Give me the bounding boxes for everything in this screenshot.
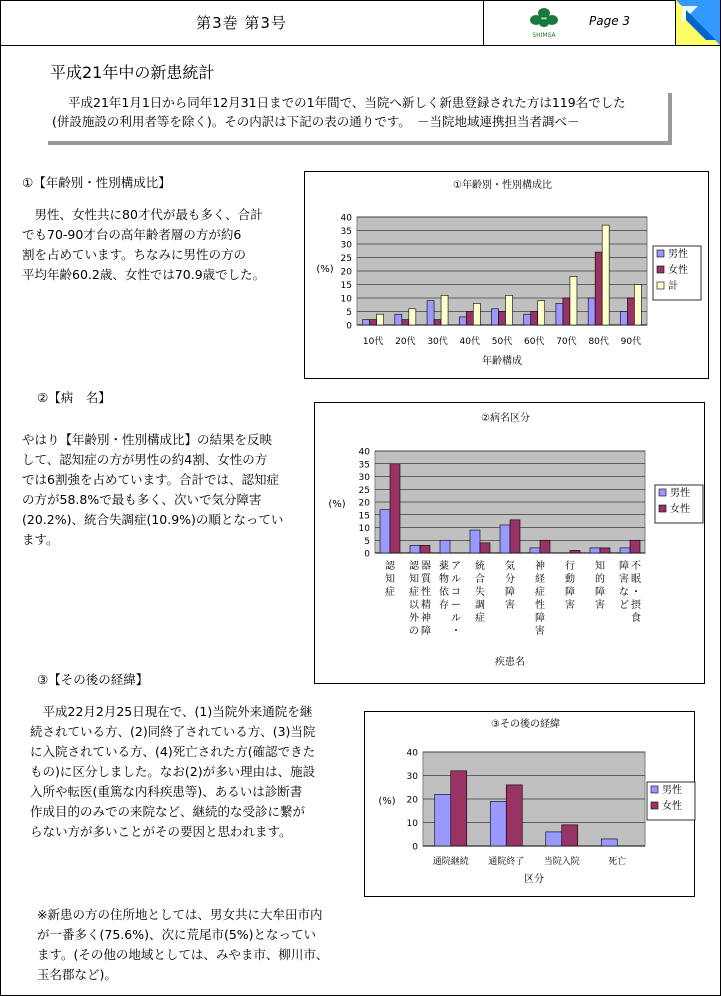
x-tick-label: 依: [439, 587, 449, 598]
bar: [590, 548, 600, 553]
y-tick-label: 40: [406, 748, 418, 759]
legend-label: 女性: [668, 265, 688, 276]
x-tick-label: 物: [439, 574, 449, 585]
legend-swatch: [657, 250, 664, 257]
bar: [570, 550, 580, 553]
section3-line: 続されている方、(2)同終了されている方、(3)当院: [30, 724, 316, 739]
x-tick-label: 失: [475, 587, 485, 598]
bar: [434, 320, 441, 325]
section3-line: に入院されている方、(4)死亡された方(確認できた: [30, 744, 316, 759]
bar: [441, 295, 448, 325]
y-tick-label: 0: [364, 549, 370, 560]
y-tick-label: 0: [346, 321, 352, 332]
bar: [540, 540, 550, 553]
x-tick-label: 動: [565, 574, 575, 585]
bar: [459, 317, 466, 325]
chart-title: ①年齢別・性別構成比: [453, 180, 552, 191]
y-axis-label: (%): [378, 796, 396, 807]
bar: [601, 839, 617, 846]
bar: [531, 312, 538, 326]
y-tick-label: 30: [358, 473, 370, 483]
y-tick-label: 35: [358, 460, 370, 471]
chart-title: ②病名区分: [481, 413, 530, 424]
x-tick-label: 症: [535, 587, 545, 598]
bar: [570, 276, 577, 325]
x-tick-label: 30代: [427, 337, 448, 347]
shimsa-logo-icon: [524, 6, 564, 40]
bar: [492, 309, 499, 325]
legend-label: 計: [668, 281, 678, 292]
section2-line: やはり【年齢別・性別構成比】の結果を反映: [22, 432, 273, 447]
page-header: [0, 0, 721, 46]
bar: [370, 320, 377, 325]
section1-line: でも70-90才台の高年齢者層の方が約6: [22, 227, 242, 242]
bar: [524, 314, 531, 325]
x-tick-label: 障: [535, 613, 545, 624]
x-tick-label: 40代: [459, 337, 481, 347]
bar: [499, 312, 506, 326]
bar: [440, 540, 450, 553]
issue-title: 第3巻 第3号: [0, 0, 484, 45]
bar: [556, 303, 563, 325]
x-tick-label: 60代: [523, 337, 545, 347]
y-tick-label: 35: [340, 227, 352, 237]
header-right: [484, 0, 676, 45]
bar: [602, 225, 609, 325]
y-tick-label: 0: [412, 842, 418, 853]
x-tick-label: 外: [409, 613, 419, 624]
x-tick-label: 死亡: [608, 857, 627, 867]
section2-heading: ②【病 名】: [37, 390, 111, 405]
chart-outcome: [364, 711, 695, 897]
section1-body: [22, 205, 265, 285]
bar: [595, 252, 602, 325]
x-tick-label: 精: [421, 600, 431, 611]
y-tick-label: 5: [346, 308, 352, 318]
section3-line: らない方が多いことがその要因と思われます。: [30, 824, 292, 839]
x-tick-label: な: [619, 587, 629, 598]
x-tick-label: 害: [565, 600, 575, 611]
legend-label: 男性: [670, 488, 690, 499]
legend-swatch: [657, 282, 664, 289]
bar: [473, 303, 480, 325]
section2-line: では6割強を占めています。合計では、認知症: [22, 472, 279, 487]
section3-heading: ③【その後の経緯】: [37, 672, 149, 687]
note-line: 玉名郡など)。: [37, 967, 117, 982]
corner-decoration-icon: [676, 0, 720, 45]
page-number: Page 3: [589, 14, 631, 28]
section3-body: [30, 702, 315, 842]
x-tick-label: ル: [451, 574, 461, 585]
chart-diagnosis: [314, 402, 705, 684]
x-tick-label: 神: [421, 613, 431, 624]
chart-title: ③その後の経緯: [491, 719, 560, 730]
bar: [466, 312, 473, 326]
x-tick-label: 行: [565, 561, 575, 572]
x-tick-label: 以: [409, 600, 419, 611]
x-tick-label: ア: [451, 561, 461, 572]
legend-label: 女性: [670, 504, 690, 515]
section2-line: の方が58.8%で最も多く、次いで気分障害: [22, 492, 262, 507]
section3-line: 入所や転医(重篤な内科疾患等)、あるいは診断書: [30, 784, 303, 799]
x-tick-label: ど: [619, 600, 629, 611]
bar: [490, 801, 506, 846]
y-tick-label: 25: [358, 485, 370, 496]
bar: [630, 540, 640, 553]
x-axis-label: 疾患名: [495, 657, 525, 668]
x-tick-label: 神: [535, 561, 545, 572]
x-tick-label: 摂: [631, 600, 641, 611]
x-tick-label: 知: [385, 574, 395, 585]
legend-label: 女性: [662, 801, 682, 812]
y-tick-label: 30: [340, 240, 352, 251]
x-tick-label: 知: [595, 561, 605, 572]
note-body: [37, 905, 328, 985]
bar: [451, 771, 467, 846]
x-tick-label: 害: [535, 626, 545, 637]
logo-text: SHIMSA: [532, 32, 556, 39]
section2-line: (20.2%)、統合失調症(10.9%)の順となってい: [22, 512, 284, 527]
y-tick-label: 10: [340, 294, 352, 305]
bar: [390, 464, 400, 553]
x-tick-label: 障: [421, 626, 431, 637]
x-tick-label: 存: [439, 600, 449, 611]
bar: [380, 510, 390, 553]
y-tick-label: 25: [340, 254, 352, 264]
x-tick-label: 性: [535, 600, 545, 611]
bar: [427, 301, 434, 325]
y-tick-label: 15: [340, 281, 352, 291]
bar: [510, 520, 520, 553]
note-line: ※新患の方の住所地としては、男女共に大牟田市内: [37, 907, 323, 922]
bar: [600, 548, 610, 553]
x-tick-label: 認: [409, 561, 419, 572]
x-tick-label: ー: [451, 600, 461, 611]
section3-line: もの)に区分しました。なお(2)が多い理由は、施設: [30, 764, 316, 779]
y-tick-label: 15: [358, 511, 370, 522]
bar: [620, 312, 627, 326]
main-title: 平成21年中の新患統計: [50, 63, 215, 82]
x-tick-label: 知: [409, 574, 419, 585]
x-tick-label: 70代: [556, 337, 577, 347]
bar: [563, 298, 570, 325]
bar: [530, 548, 540, 553]
section3-line: 作成目的のみでの来院など、継続的な受診に繋が: [30, 804, 306, 819]
bar: [480, 543, 490, 553]
bar: [420, 545, 430, 553]
x-tick-label: 当院入院: [543, 857, 580, 867]
bar: [470, 530, 480, 553]
y-tick-label: 40: [358, 447, 370, 458]
bar: [506, 295, 513, 325]
x-tick-label: 害: [595, 600, 605, 611]
bar: [377, 314, 384, 325]
x-tick-label: 害: [505, 600, 515, 611]
x-axis-label: 区分: [524, 874, 544, 885]
x-tick-label: 症: [475, 613, 485, 624]
section2-body: [22, 430, 283, 550]
note-line: が一番多く(75.6%)、次に荒尾市(5%)となってい: [37, 927, 317, 942]
y-tick-label: 5: [364, 536, 370, 547]
x-tick-label: 障: [505, 587, 515, 598]
x-tick-label: 性: [421, 587, 431, 598]
legend-label: 男性: [662, 785, 682, 796]
bar: [538, 301, 545, 325]
x-tick-label: 20代: [395, 337, 416, 347]
x-tick-label: 器: [421, 561, 431, 572]
chart-svg: [365, 712, 696, 898]
x-tick-label: 障: [565, 587, 575, 598]
y-tick-label: 20: [358, 498, 370, 509]
x-tick-label: コ: [451, 587, 461, 598]
y-tick-label: 20: [340, 267, 352, 278]
legend-label: 男性: [668, 249, 688, 260]
x-tick-label: 眠: [631, 574, 641, 585]
x-tick-label: 認: [385, 561, 395, 572]
legend-swatch: [651, 786, 658, 793]
x-tick-label: ・: [451, 626, 461, 637]
x-tick-label: 10代: [362, 337, 384, 347]
x-axis-label: 年齢構成: [482, 356, 522, 367]
y-tick-label: 40: [340, 213, 352, 224]
chart-age-gender: [304, 171, 709, 379]
x-tick-label: 調: [475, 600, 485, 611]
section1-line: 割を占めています。ちなみに男性の方の: [22, 247, 247, 262]
section1-line: 平均年齢60.2歳、女性では70.9歳でした。: [22, 267, 266, 282]
bar: [627, 298, 634, 325]
x-tick-label: 食: [631, 613, 641, 624]
note-line: ます。(その他の地域としては、みやま市、柳川市、: [37, 947, 329, 962]
x-tick-label: ル: [451, 613, 461, 624]
x-tick-label: 合: [475, 574, 485, 585]
x-tick-label: 80代: [588, 337, 609, 347]
legend-swatch: [651, 802, 658, 809]
bar: [500, 525, 510, 553]
bar: [546, 832, 562, 846]
x-tick-label: 障: [595, 587, 605, 598]
section1-line: 男性、女性共に80才代が最も多く、合計: [22, 207, 263, 222]
section2-line: ます。: [22, 532, 59, 547]
bar: [435, 794, 451, 846]
bar: [506, 785, 522, 846]
x-tick-label: 通院終了: [488, 857, 525, 867]
y-tick-label: 10: [358, 524, 370, 534]
x-tick-label: 症: [385, 587, 395, 598]
section2-line: して、認知症の方が男性の約4割、女性の方: [22, 452, 268, 467]
legend-swatch: [659, 489, 666, 496]
x-tick-label: 薬: [439, 561, 449, 572]
intro-line-2: (併設施設の利用者等を除く)。その内訳は下記の表の通りです。 －当院地域連携担当者調べ－: [52, 114, 580, 129]
y-axis-label: (%): [316, 264, 334, 275]
intro-box: [48, 93, 672, 145]
x-tick-label: の: [409, 626, 419, 637]
y-tick-label: 20: [406, 795, 418, 806]
x-tick-label: 通院継続: [432, 857, 469, 867]
section3-line: 平成22月2月25日現在で、(1)当院外来通院を継: [30, 704, 313, 719]
x-tick-label: 害: [619, 574, 629, 585]
bar: [402, 320, 409, 325]
x-tick-label: 分: [505, 574, 515, 585]
x-tick-label: 質: [421, 574, 431, 585]
x-tick-label: 気: [505, 561, 515, 572]
bar: [634, 285, 641, 326]
x-tick-label: 的: [595, 574, 605, 585]
bar: [409, 309, 416, 325]
x-tick-label: 経: [535, 574, 545, 585]
x-tick-label: 症: [409, 587, 419, 598]
section1-heading: ①【年齢別・性別構成比】: [22, 175, 171, 190]
chart-svg: [315, 403, 706, 685]
bar: [620, 548, 630, 553]
y-axis-label: (%): [328, 499, 346, 510]
y-tick-label: 30: [406, 772, 418, 782]
bar: [395, 314, 402, 325]
intro-line-1: 平成21年1月1日から同年12月31日までの1年間で、当院へ新しく新患登録された方は119名でした: [68, 95, 626, 110]
bar: [363, 320, 370, 325]
legend-swatch: [657, 266, 664, 273]
bar: [588, 298, 595, 325]
x-tick-label: 50代: [491, 337, 513, 347]
chart-svg: [305, 172, 710, 380]
legend-swatch: [659, 505, 666, 512]
y-tick-label: 10: [406, 819, 418, 829]
bar: [410, 545, 420, 553]
bar: [562, 825, 578, 846]
x-tick-label: 統: [475, 561, 485, 572]
x-tick-label: 90代: [620, 337, 642, 347]
x-tick-label: ・: [631, 587, 641, 598]
x-tick-label: 不: [631, 561, 641, 572]
x-tick-label: 障: [619, 561, 629, 572]
